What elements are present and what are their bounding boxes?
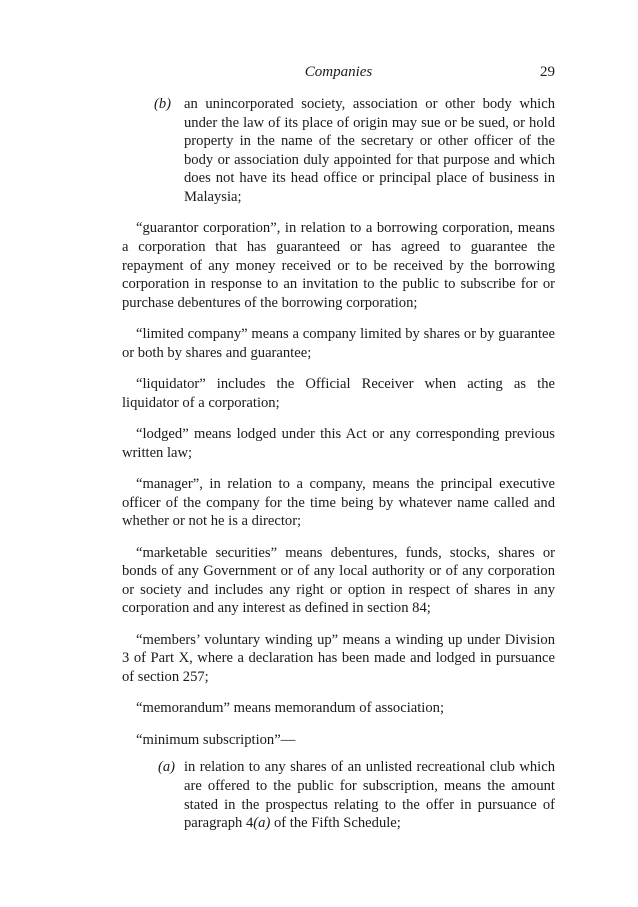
item-label: (a)	[158, 759, 176, 776]
page-number: 29	[540, 64, 555, 80]
item-text	[184, 759, 555, 831]
definition-limited-company: “limited company” means a company limited by shares or by guarantee or both by shares and guarantee;	[122, 326, 555, 361]
definition-memorandum: “memorandum” means memorandum of association;	[136, 700, 445, 717]
definition-guarantor-corporation: “guarantor corporation”, in relation to a borrowing corporation, means a corporation that has guaranteed or has agreed to guarantee the repayment of any money received or to be received by the borrowing corporation in response to an invitation to the public to subscribe for or purchase debentures of the borrowing corporation;	[122, 220, 555, 311]
definition-members-voluntary-winding-up: “members’ voluntary winding up” means a winding up under Division 3 of Part X, where a declaration has been made and lodged in pursuance of section 257;	[122, 631, 555, 686]
definition-lodged: “lodged” means lodged under this Act or any corresponding previous written law;	[122, 426, 555, 461]
item-text-after: of the Fifth Schedule;	[270, 815, 401, 832]
item-text-before: in relation to any shares of an unlisted recreational club which are offered to the public for subscription, means the amount stated in the prospectus relating to the offer in pursuance of paragraph 4	[184, 759, 555, 832]
item-label: (b)	[154, 96, 172, 112]
definition-minimum-subscription: “minimum subscription”—	[136, 731, 296, 748]
running-title: Companies	[304, 64, 373, 80]
definition-manager: “manager”, in relation to a company, means the principal executive officer of the company for the time being by whatever name called and whether or not he is a director;	[122, 476, 555, 530]
definition-marketable-securities: “marketable securities” means debentures, funds, stocks, shares or bonds of any Government or of any local authority or of any corporation or society and includes any right or option in respect of shares in any corporation and any interest as defined in section 84;	[122, 544, 555, 617]
list-item-b	[122, 95, 555, 207]
definition-liquidator: “liquidator” includes the Official Receiver when acting as the liquidator of a corporation;	[122, 376, 555, 411]
item-text: an unincorporated society, association or other body which under the law of its place of origin may sue or be sued, or hold property in the name of the secretary or other officer of the body or association duly appointed for that purpose and which does not have its head office or principal place of business in Malaysia;	[184, 96, 555, 205]
page-header	[122, 64, 555, 84]
item-text-italic: (a)	[253, 815, 271, 832]
page-body	[122, 95, 555, 846]
list-item-a	[122, 758, 555, 832]
